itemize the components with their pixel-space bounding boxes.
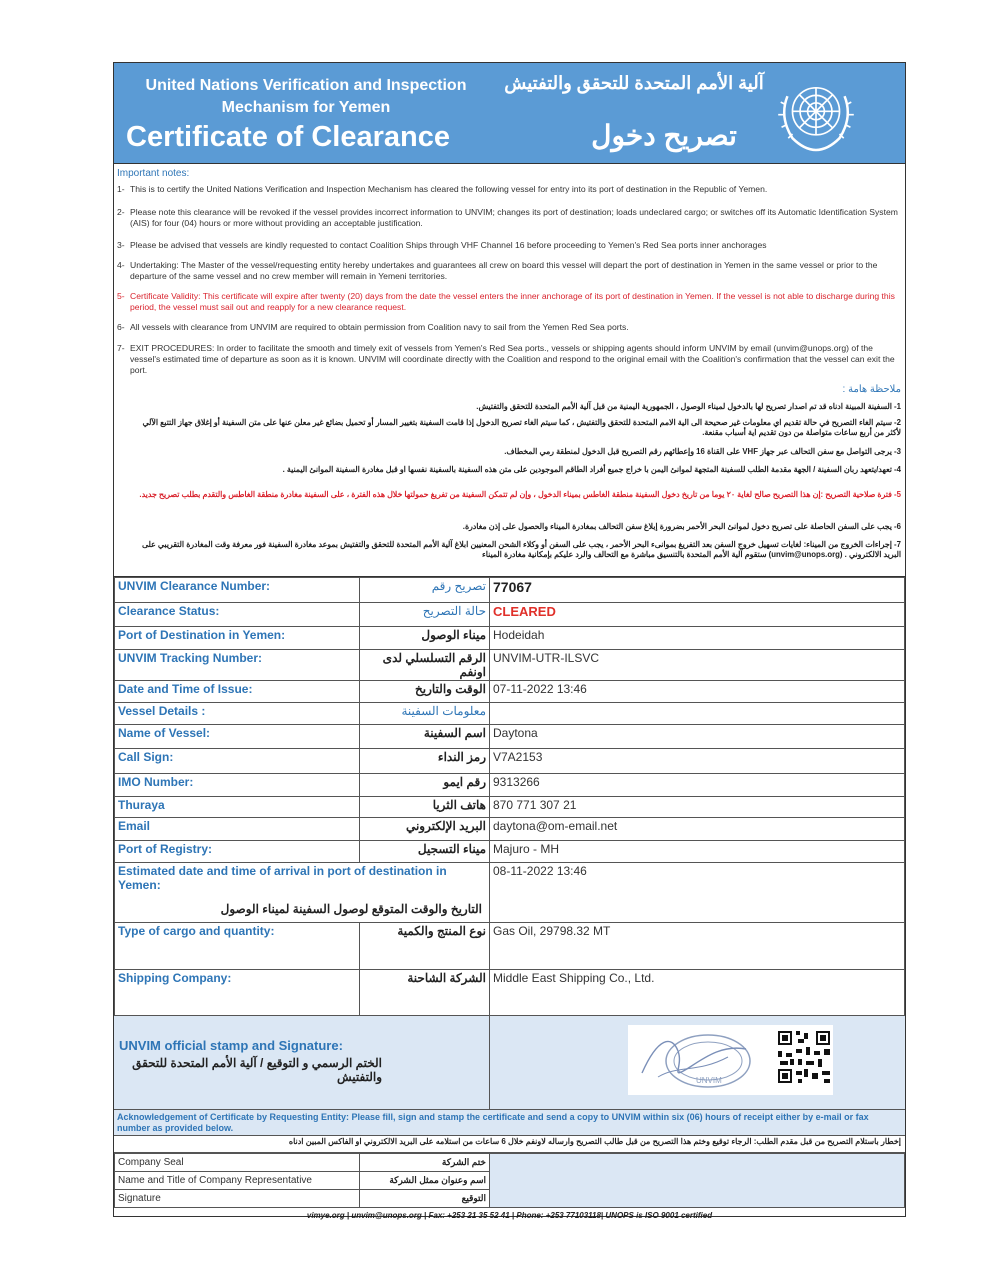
note-3: 3- Please be advised that vessels are kindly requested to contact Coalition Ships through VHF Channel 16 before proceeding to Yemen's Red Sea ports inner anchorages <box>117 240 767 250</box>
table-row <box>115 725 905 749</box>
stamp-and-qr-box <box>628 1025 833 1095</box>
field-label-ar: اسم السفينة <box>360 725 490 749</box>
field-label-ar: معلومات السفينة <box>360 703 490 725</box>
field-label-ar: ميناء الوصول <box>360 627 490 650</box>
note-2: 2- Please note this clearance will be revoked if the vessel provides incorrect information to UNVIM; changes its port of destination; loads undeclared cargo; or switches off its Automatic Identification System (AIS) for four (04) hours or more without providing an acceptable justification. <box>117 207 898 228</box>
stamp-label-cell <box>114 1016 490 1109</box>
field-label-ar: رقم ايمو <box>360 774 490 797</box>
note-ar-5: 5- فترة صلاحية التصريح :إن هذا التصريح صالح لغاية ٢٠ يوما من تاريخ دخول السفينة منطقة الغاطس بميناء الدخول ، وإن لم تتمكن السفينة من تفريغ حمولتها خلال هذه الفترة ، على السفينة مغادرة منطقة الغاطس والتقدم بطلب تصريح جديد. <box>139 490 901 499</box>
certificate-title-ar: تصريح دخول <box>591 120 737 151</box>
signature-label-ar: التوقيع <box>360 1190 490 1208</box>
note-7: 7- EXIT PROCEDURES: In order to facilitate the smooth and timely exit of vessels from Yemen's Red Sea ports., vessels or shipping agents should inform UNVIM by email (unvim@unops.org) of the vessel's estimated time of departure as soon as it is known. UNVIM will coordinate directly with the Coalition and respond to the original email with the Coalition's confirmation that the vessel can exit the port. <box>117 343 895 375</box>
note-ar-2: 2- سيتم الغاء التصريح في حالة تقديم اي معلومات غير صحيحة الى الية الامم المتحدة للتحقق والتفتيش ، كما سيتم الغاء تصريح الدخول إذا قامت السفينة بتغيير المسار أو تحميل بضائع غير معلن عنها على متن السفينة أو إغلاق جهاز التتبع الآلي لأكثر من أربع ساعات متواصلة من دون تقديم اية أسباب مقنعة. <box>142 418 901 437</box>
field-label: Thuraya <box>115 797 360 818</box>
field-label: UNVIM Clearance Number: <box>115 578 360 603</box>
official-stamp-icon <box>628 1027 768 1093</box>
stamp-signature-section <box>114 1016 905 1110</box>
field-value: daytona@om-email.net <box>490 818 905 841</box>
field-label-ar: الرقم التسلسلي لدى اونفم <box>360 650 490 681</box>
stamp-label-en: UNVIM official stamp and Signature: <box>119 1038 343 1053</box>
org-name-en: United Nations Verification and Inspection Mechanism for Yemen <box>145 77 467 116</box>
shipping-value: Middle East Shipping Co., Ltd. <box>490 970 905 1016</box>
company-seal-label-ar: ختم الشركة <box>360 1154 490 1172</box>
table-row <box>115 578 905 603</box>
field-value: Hodeidah <box>490 627 905 650</box>
representative-label: Name and Title of Company Representative <box>115 1172 360 1190</box>
field-label: Port of Destination in Yemen: <box>115 627 360 650</box>
table-row-cargo <box>115 923 905 970</box>
table-row <box>115 681 905 703</box>
field-value: 07-11-2022 13:46 <box>490 681 905 703</box>
note-6: 6- All vessels with clearance from UNVIM are required to obtain permission from Coalition navy to sail from the Yemen Red Sea ports. <box>117 322 629 332</box>
shipping-label-ar: الشركة الشاحنة <box>360 970 490 1016</box>
cargo-label-ar: نوع المنتج والكمية <box>360 923 490 970</box>
field-label: Call Sign: <box>115 749 360 774</box>
field-label: Clearance Status: <box>115 603 360 627</box>
field-label-ar: رمز النداء <box>360 749 490 774</box>
note-ar-3: 3- يرجى التواصل مع سفن التحالف عبر جهاز VHF على القناة 16 وإعطائهم رقم التصريح قبل الدخول لمنطقة رمي المخطاف. <box>504 447 901 456</box>
table-row-shipping <box>115 970 905 1016</box>
field-label-ar: ميناء التسجيل <box>360 841 490 863</box>
note-4: 4- Undertaking: The Master of the vessel/requesting entity hereby undertakes and guarantees all crew on board this vessel will depart the port of destination in Yemen in the same vessel or prior to the departure of the same vessel and no crew member will remain in Yemeni territories. <box>117 260 878 281</box>
note-ar-1: 1- السفينة المبينة ادناه قد تم اصدار تصريح لها بالدخول لميناء الوصول ، الجمهورية اليمنية من قبل آلية الأمم المتحدة للتحقق والتفتيش. <box>476 402 901 411</box>
company-entry-area[interactable] <box>490 1154 905 1208</box>
note-ar-6: 6- يجب على السفن الحاصلة على تصريح دخول لموانئ البحر الأحمر بضرورة إبلاغ سفن التحالف بمغادرة الميناء والحصول على إذن مغادرة. <box>462 522 901 531</box>
certificate-document <box>113 62 906 1220</box>
field-value: UNVIM-UTR-ILSVC <box>490 650 905 681</box>
field-value: 870 771 307 21 <box>490 797 905 818</box>
important-notes-section <box>114 164 905 577</box>
field-label: Date and Time of Issue: <box>115 681 360 703</box>
table-row <box>115 841 905 863</box>
un-emblem-icon <box>774 71 858 155</box>
table-row <box>115 818 905 841</box>
note-1: 1- This is to certify the United Nations Verification and Inspection Mechanism has cleared the following vessel for entry into its port of destination in the Republic of Yemen. <box>117 184 768 194</box>
acknowledgement-text-ar: إخطار باستلام التصريح من قبل مقدم الطلب: الرجاء توقيع وختم هذا التصريح من قبل طالب التصريح وارساله لاونفم خلال 6 ساعات من استلامه على البريد الالكتروني او الفاكس المبين ادناه <box>114 1136 905 1153</box>
notes-heading-ar: ملاحظة هامة : <box>842 384 901 395</box>
table-row-eta <box>115 863 905 923</box>
shipping-label: Shipping Company: <box>115 970 360 1016</box>
field-value: 9313266 <box>490 774 905 797</box>
field-label: UNVIM Tracking Number: <box>115 650 360 681</box>
table-row <box>115 703 905 725</box>
certificate-title-en: Certificate of Clearance <box>126 121 450 153</box>
table-row <box>115 774 905 797</box>
field-value <box>490 703 905 725</box>
field-label: Vessel Details : <box>115 703 360 725</box>
eta-value: 08-11-2022 13:46 <box>490 863 905 923</box>
clearance-status-value: CLEARED <box>490 603 905 627</box>
field-value: Majuro - MH <box>490 841 905 863</box>
field-value: V7A2153 <box>490 749 905 774</box>
cargo-label: Type of cargo and quantity: <box>115 923 360 970</box>
field-label-ar: هاتف الثريا <box>360 797 490 818</box>
table-row <box>115 1154 905 1172</box>
eta-label: Estimated date and time of arrival in port of destination in Yemen: <box>118 864 447 892</box>
field-label-ar: البريد الإلكتروني <box>360 818 490 841</box>
stamp-text: UNVIM <box>696 1076 722 1085</box>
table-row <box>115 749 905 774</box>
acknowledgement-text: Acknowledgement of Certificate by Requesting Entity: Please fill, sign and stamp the certificate and send a copy to UNVIM within six (06) hours of receipt either by e-mail or fax number as provided below. <box>117 1112 869 1133</box>
field-label: Name of Vessel: <box>115 725 360 749</box>
company-seal-label: Company Seal <box>115 1154 360 1172</box>
contact-footer: vimye.org | unvim@unops.org | Fax: +253 21 35 52 41 | Phone: +253 77103118| UNOPS is ISO 9001 certified <box>306 1211 713 1220</box>
field-label-ar: حالة التصريح <box>360 603 490 627</box>
note-ar-7: 7- إجراءات الخروج من الميناء: لغايات تسهيل خروج السفن بعد التفريغ بموانىء البحر الأحمر ، يجب على السفن أو وكلاء الشحن المعنيين ابلاغ آلية الأمم المتحدة للتحقق والتفتيش بموعد مغادرة السفينة فور معرفة وقت المغادرة التقريبي على البريد الالكتروني . (unvim@unops.org) ستقوم آلية الأمم المتحدة بالتنسيق مباشرة مع التحالف والرد عليكم بإمكانية مغادرة الميناء <box>141 540 901 559</box>
header-banner <box>114 63 905 164</box>
org-name-ar: آلية الأمم المتحدة للتحقق والتفتيش <box>504 73 764 93</box>
stamp-area <box>490 1016 905 1109</box>
eta-label-ar: التاريخ والوقت المتوقع لوصول السفينة لميناء الوصول <box>220 902 482 916</box>
cargo-value: Gas Oil, 29798.32 MT <box>490 923 905 970</box>
field-label-ar: تصريح رقم <box>360 578 490 603</box>
acknowledgement-section <box>114 1110 905 1136</box>
representative-label-ar: اسم وعنوان ممثل الشركة <box>360 1172 490 1190</box>
qr-code-icon <box>776 1029 832 1085</box>
clearance-number-value: 77067 <box>490 578 905 603</box>
note-5: 5- Certificate Validity: This certificate will expire after twenty (20) days from the date the vessel enters the inner anchorage of its port of destination in Yemen. If the vessel is not able to discharge during this period, the vessel must sail out and reapply for a new clearance request. <box>117 291 895 312</box>
field-label: IMO Number: <box>115 774 360 797</box>
eta-label-cell <box>115 863 490 923</box>
note-ar-4: 4- تعهد/يتعهد ربان السفينة / الجهة مقدمة الطلب للسفينة المتجهة لموانئ اليمن با خراج جميع أفراد الطاقم الموجودين على متن هذه السفينة بالسفينة نفسها او قبل مغادرة السفينة الموانئ اليمنية . <box>282 465 901 474</box>
company-acknowledgement-table <box>114 1153 905 1208</box>
table-row <box>115 627 905 650</box>
table-row <box>115 603 905 627</box>
field-value: Daytona <box>490 725 905 749</box>
notes-heading: Important notes: <box>117 168 190 179</box>
field-label: Email <box>115 818 360 841</box>
table-row <box>115 797 905 818</box>
table-row <box>115 650 905 681</box>
field-label: Port of Registry: <box>115 841 360 863</box>
clearance-details-table <box>114 577 905 1016</box>
signature-label: Signature <box>115 1190 360 1208</box>
field-label-ar: الوقت والتاريخ <box>360 681 490 703</box>
stamp-label-ar: الختم الرسمي و التوقيع / آلية الأمم المتحدة للتحقق والتفتيش <box>132 1056 382 1084</box>
